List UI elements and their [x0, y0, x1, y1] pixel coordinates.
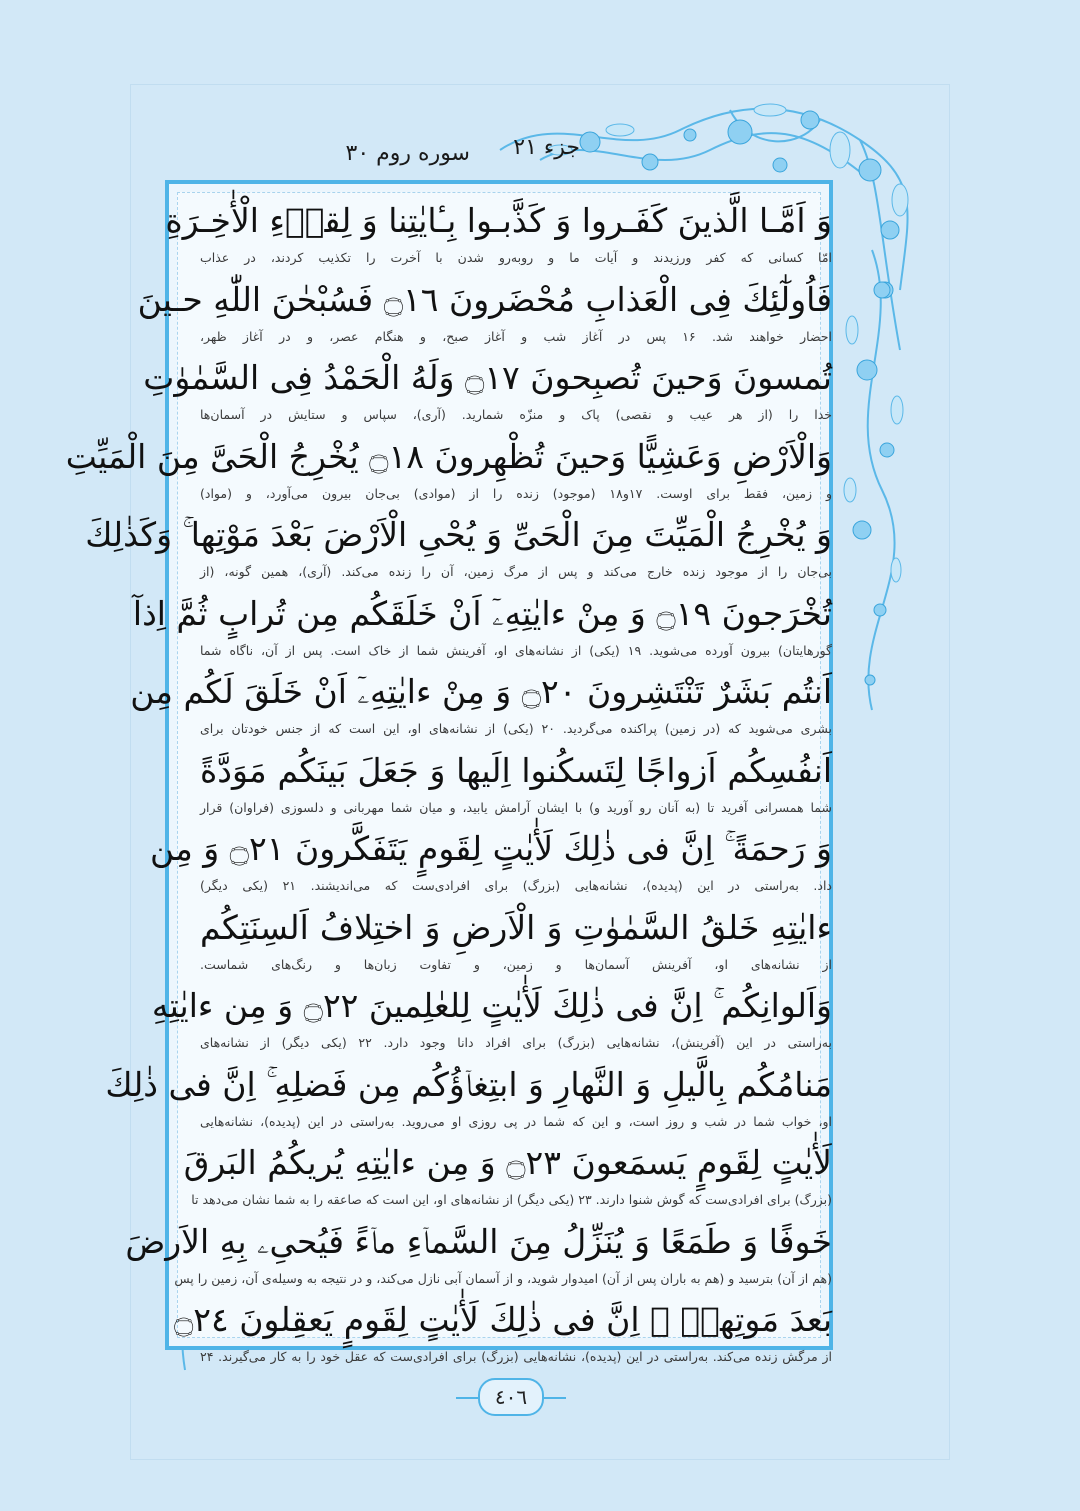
arabic-line: تُمسونَ وَحينَ تُصبِحونَ ۝١٧ وَلَهُ الْحَمْدُ فِى السَّمٰوٰتِ: [143, 358, 832, 397]
persian-translation: و زمین، فقط برای اوست. ۱۷و۱۸ (موجود) زنده را از (موادی) بی‌جان بیرون می‌آورد، و (مواد): [200, 485, 832, 501]
persian-translation: به‌راستی در این (آفرینش)، نشانه‌هایی (بزرگ) برای افراد دانا وجود دارد. ۲۲ (یکی دیگر) از نشانه‌های: [200, 1035, 832, 1050]
persian-translation: (بزرگ) برای افرادی‌ست که گوش شنوا دارند. ۲۳ (یکی دیگر) از نشانه‌های او، این است که صاعقه را به شما نشان می‌دهد تا: [191, 1192, 832, 1207]
persian-translation: خدا را (از هر عیب و نقصی) پاک و منزّه شمارید. (آری)، سپاس و ستایش در آسمان‌ها: [200, 407, 832, 422]
page-number: ٤٠٦: [478, 1378, 544, 1416]
arabic-line: وَالْاَرْضِ وَعَشِيًّا وَحينَ تُظْهِرونَ ۝١٨ يُخْرِجُ الْحَىَّ مِنَ الْمَيِّتِ: [65, 436, 832, 476]
arabic-line: وَ اَمَّـا الَّذينَ كَفَـروا وَ كَذَّبـوا بِـٔايٰتِنا وَ لِقاۤءِ الْأٰخِـرَةِ: [165, 201, 832, 240]
persian-translation: گورهایتان) بیرون آورده می‌شوید. ۱۹ (یکی) از نشانه‌های او، آفرینش شما از خاک است. پس از آن، ناگاه شما: [200, 642, 832, 658]
arabic-line: اَنفُسِكُم اَزواجًا لِتَسكُنوا اِلَيها وَ جَعَلَ بَينَكُم مَوَدَّةً: [200, 750, 832, 790]
juz-label: جزء ۲۱: [513, 135, 580, 160]
line-row: [137, 275, 832, 354]
line-row: [65, 432, 832, 511]
verse-lines: [65, 196, 832, 1374]
persian-translation: امّا کسانی که کفر ورزیدند و آیات ما و روبه‌رو شدن با آخرت را تکذیب کردند، در عذاب: [200, 250, 832, 265]
arabic-line: مَنامُكُم بِالَّيلِ وَ النَّهارِ وَ ابتِغاۤؤُكُم مِن فَضلِهِ ۚ اِنَّ فى ذٰلِكَ: [105, 1064, 832, 1104]
persian-translation: شما همسرانی آفرید تا (به آنان رو آورید و) با ایشان آرامش یابید، و میان شما مهربانی و دلسوزی (فراوان) قرار: [200, 799, 832, 815]
line-row: [130, 667, 832, 746]
persian-translation: او، خواب شما در شب و روز است، و این که شما در پی روزی او می‌روید. به‌راستی در این (پدیده)، نشانه‌هایی: [200, 1113, 832, 1129]
arabic-line: خَوفًا وَ طَمَعًا وَ يُنَزِّلُ مِنَ السَّماۤءِ ماۤءً فَيُحىِۦ بِهِ الاَرضَ: [125, 1221, 832, 1261]
arabic-line: وَ يُخْرِجُ الْمَيِّتَ مِنَ الْحَىِّ وَ يُحْىِ الْاَرْضَ بَعْدَ مَوْتِها ۚ وَكَذٰلِكَ: [85, 515, 832, 554]
surah-label: سوره روم ۳۰: [345, 141, 470, 166]
line-row: [165, 196, 832, 275]
persian-translation: از نشانه‌های او، آفرینش آسمان‌ها و زمین، و تفاوت زبان‌ها و رنگ‌های شماست.: [200, 956, 832, 972]
line-row: [183, 1138, 832, 1217]
persian-translation: احضار خواهند شد. ۱۶ پس در آغاز شب و آغاز صبح، و هنگام عصر، و در آغاز ظهر،: [200, 328, 832, 344]
persian-translation: داد. به‌راستی در این (پدیده)، نشانه‌هایی (بزرگ) برای افرادی‌ست که می‌اندیشند. ۲۱ (یکی دیگر): [200, 878, 832, 893]
line-row: [151, 981, 832, 1060]
line-row: [173, 1295, 832, 1374]
line-row: [105, 1060, 832, 1139]
persian-translation: بی‌جان را از موجود زنده خارج می‌کند و پس از مرگ زمین، آن را زنده می‌کند. (آری)، همین گونه، (از: [200, 564, 832, 579]
line-row: [149, 824, 832, 903]
persian-translation: از مرگش زنده می‌کند. به‌راستی در این (پدیده)، نشانه‌هایی (بزرگ) برای افرادی‌ست که عقل خود را به کار می‌گیرند. ۲۴: [200, 1349, 832, 1364]
arabic-line: وَ رَحمَةً ۚ اِنَّ فى ذٰلِكَ لَأٰيٰتٍ لِقَومٍ يَتَفَكَّرونَ ۝٢١ وَ مِن: [149, 829, 832, 868]
line-row: [200, 903, 832, 982]
arabic-line: ءايٰتِهِ خَلقُ السَّمٰوٰتِ وَ الْاَرضِ وَ اختِلافُ اَلسِنَتِكُم: [200, 907, 832, 947]
persian-translation: (هم از آن) بترسید و (هم به باران پس از آن) امیدوار شوید، و از آسمان آبی نازل می‌کند، و در نتیجه به وسیله‌ی آن، زمین را پس: [174, 1270, 832, 1286]
persian-translation: بشری می‌شوید که (در زمین) پراکنده می‌گردید. ۲۰ (یکی) از نشانه‌های او، این است که از جنس خودتان برای: [200, 721, 832, 736]
arabic-line: تُخْرَجونَ ۝١٩ وَ مِنْ ءايٰتِهِۦٓ اَنْ خَلَقَكُم مِن تُرابٍ ثُمَّ اِذآ: [132, 593, 832, 633]
line-row: [125, 1217, 832, 1296]
line-row: [200, 746, 832, 825]
arabic-line: فَاُولٰٓئِكَ فِى الْعَذابِ مُحْضَرونَ ۝١٦ فَسُبْحٰنَ اللّٰهِ حـينَ: [137, 279, 832, 319]
arabic-line: اَنتُم بَشَرٌ تَنْتَشِرونَ ۝٢٠ وَ مِنْ ءايٰتِهِۦٓ اَنْ خَلَقَ لَكُم مِن: [130, 672, 832, 711]
line-row: [143, 353, 832, 432]
arabic-line: لَأٰيٰتٍ لِقَومٍ يَسمَعونَ ۝٢٣ وَ مِن ءايٰتِهِ يُريكُمُ البَرقَ: [183, 1143, 832, 1182]
arabic-line: وَاَلوانِكُم ۚ اِنَّ فى ذٰلِكَ لَأٰيٰتٍ لِلعٰلِمينَ ۝٢٢ وَ مِن ءايٰتِهِ: [151, 986, 832, 1025]
arabic-line: بَعدَ مَوتِهاۤ ۚ اِنَّ فى ذٰلِكَ لَأٰيٰتٍ لِقَومٍ يَعقِلونَ ۝٢٤: [173, 1300, 832, 1339]
page-header: [300, 135, 580, 175]
line-row: [132, 589, 832, 668]
line-row: [85, 510, 832, 589]
